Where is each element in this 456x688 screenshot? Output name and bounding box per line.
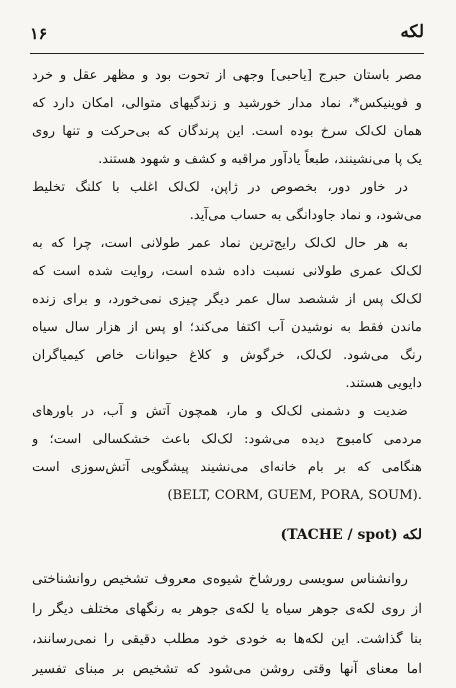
- header-rule: [30, 53, 424, 54]
- text-line: از روی لکه‌ی جوهر سیاه یا لکه‌ی جوهر به رنگهای مختلف دیگر را: [32, 601, 422, 617]
- text-line: در خاور دور، بخصوص در ژاپن، لک‌لک اغلب با کلنگ تخلیط: [32, 180, 408, 195]
- text-line: بنا گذاشت. این لکه‌ها به خودی خود مطلب دقیقی را نمی‌رسانند،: [32, 631, 422, 647]
- entry-heading-persian: لکه: [402, 527, 422, 543]
- paragraph: [32, 564, 422, 684]
- text-line: روانشناس سویسی رورشاخ شیوه‌ی معروف تشخیص روانشناختی: [32, 571, 408, 587]
- running-title: لکه: [400, 22, 424, 42]
- text-line: به هر حال لک‌لک رایج‌ترین نماد عمر طولانی است، چرا که به: [32, 236, 408, 251]
- page-body: [32, 62, 422, 684]
- spacer: [32, 510, 422, 520]
- text-line: ضدیت و دشمنی لک‌لک و مار، همچون آتش و آب، در باورهای: [32, 404, 408, 419]
- paragraph: [32, 398, 422, 510]
- text-line: اما معنای آنها وقتی روشن می‌شود که تشخیص بر مبنای تفسیر: [32, 661, 422, 677]
- text-line: و فوینیکس*، نماد مدار خورشید و زندگیهای متوالی، امکان دارد که: [32, 96, 422, 111]
- text-line: می‌شود، و نماد جاودانگی به حساب می‌آید.: [189, 208, 422, 223]
- spacer: [32, 550, 422, 564]
- text-line: مصر باستان حبرج [یاحبی] وجهی از تحوت بود و مظهر عقل و خرد: [32, 68, 422, 83]
- text-line: ماندن فقط به نوشیدن آب اکتفا می‌کند؛ او پس از هزار سال سیاه: [32, 320, 422, 335]
- text-line: همان لک‌لک سرخ بوده است. این پرندگان که بی‌حرکت و تنها روی: [32, 124, 422, 139]
- entry-heading: [32, 520, 422, 550]
- text-line: هنگامی که بر بام خانه‌ای می‌نشیند پیشگویی آتش‌سوزی است: [32, 460, 422, 475]
- text-line: دایویی هستند.: [345, 376, 422, 391]
- entry-heading-latin: (TACHE / spot): [280, 527, 398, 543]
- page-number: ۱۶: [30, 24, 48, 43]
- text-line: لک‌لک عمری طولانی نسبت داده شده است، روایت شده است که: [32, 264, 422, 279]
- page-header: [30, 22, 424, 48]
- paragraph: [32, 62, 422, 174]
- reference-line: (BELT, CORM, GUEM, PORA, SOUM).: [167, 488, 422, 503]
- text-line: لک‌لک پس از ششصد سال عمر دیگر چیزی نمی‌خورد، و برای زنده: [32, 292, 422, 307]
- paragraph: [32, 174, 422, 230]
- text-line: یک پا می‌نشینند، طبعاً یادآور مراقبه و کشف و شهود هستند.: [98, 152, 422, 167]
- paragraph: [32, 230, 422, 398]
- text-line: رنگ می‌شود. لک‌لک، خرگوش و کلاغ حیوانات خاص کیمیاگران: [32, 348, 422, 363]
- text-line: مردمی کامبوج دیده می‌شود: لک‌لک باعث خشکسالی است؛ و: [32, 432, 422, 447]
